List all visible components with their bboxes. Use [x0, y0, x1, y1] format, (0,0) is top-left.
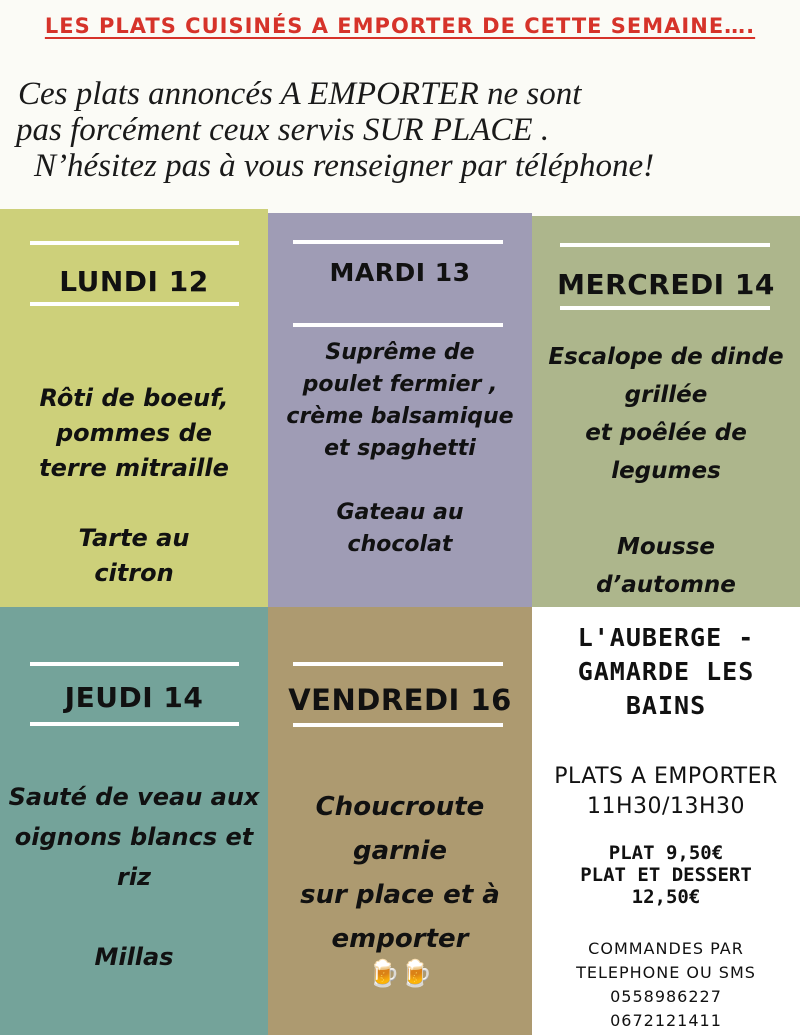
menu-line: et spaghetti [324, 436, 476, 461]
beer-icon: 🍺🍺 [367, 959, 433, 989]
panel-mercredi [532, 216, 800, 607]
intro-line-2: pas forcément ceux servis SUR PLACE . [16, 112, 550, 148]
page-title: LES PLATS CUISINÉS A EMPORTER DE CETTE SEMAINE…. [44, 14, 756, 38]
menu-line: Millas [94, 943, 174, 971]
menu-mercredi [532, 338, 800, 604]
menu-line [268, 465, 532, 497]
takeaway-label: PLATS A EMPORTER [554, 764, 778, 789]
price-plat-dessert-label: PLAT ET DESSERT [580, 864, 752, 886]
menu-line [0, 486, 268, 521]
price-plat: PLAT 9,50€ [608, 842, 724, 864]
menu-line: chocolat [347, 532, 453, 557]
day-title-lundi: LUNDI 12 [59, 265, 209, 298]
menu-line: sur place et à [300, 880, 500, 910]
menu-line: poulet fermier , [302, 372, 498, 397]
rule-bottom [30, 302, 239, 306]
contact-line: TELEPHONE OU SMS [576, 963, 756, 982]
menu-vendredi [268, 785, 532, 961]
menu-line: Choucroute [315, 792, 485, 822]
intro-line-3: N’hésitez pas à vous renseigner par téléphone! [34, 148, 655, 184]
panel-mardi [268, 213, 532, 607]
menu-line: grillée [624, 382, 708, 408]
intro-line-1: Ces plats annoncés A EMPORTER ne sont [18, 76, 582, 112]
price-plat-dessert: 12,50€ [631, 886, 701, 908]
menu-line: Escalope de dinde [548, 344, 784, 370]
rule-top [560, 243, 770, 247]
takeaway-time: 11H30/13H30 [587, 794, 745, 819]
day-title-jeudi: JEUDI 14 [64, 681, 204, 714]
menu-jeudi [0, 777, 268, 977]
menu-line: Rôti de boeuf, [39, 384, 229, 412]
menu-line: terre mitraille [39, 454, 229, 482]
rule-top [293, 662, 503, 666]
takeaway-hours [532, 762, 800, 822]
restaurant-name-line: BAINS [625, 691, 707, 720]
phone-number: 0672121411 [610, 1011, 722, 1030]
rule-bottom [30, 722, 239, 726]
menu-lundi [0, 381, 268, 591]
menu-line: citron [94, 559, 174, 587]
menu-line: riz [116, 863, 152, 891]
rule-top [30, 662, 239, 666]
contact [532, 937, 800, 1033]
panel-info [532, 607, 800, 1035]
menu-line: legumes [611, 458, 721, 484]
restaurant-name [532, 621, 800, 723]
menu-line: Mousse [616, 534, 716, 560]
menu-line: crème balsamique [286, 404, 514, 429]
rule-bottom [560, 306, 770, 310]
menu-line [0, 897, 268, 937]
restaurant-name-line: GAMARDE LES [577, 657, 755, 686]
menu-line: Suprême de [325, 340, 475, 365]
restaurant-name-line: L'AUBERGE - [577, 623, 755, 652]
panel-lundi [0, 209, 268, 607]
panel-vendredi [268, 607, 532, 1035]
menu-line: Gateau au [336, 500, 464, 525]
day-title-mardi: MARDI 13 [329, 258, 471, 287]
contact-line: COMMANDES PAR [588, 939, 744, 958]
day-title-vendredi: VENDREDI 16 [288, 683, 512, 717]
menu-line: Tarte au [78, 524, 190, 552]
rule-top [30, 241, 239, 245]
day-title-mercredi: MERCREDI 14 [557, 268, 775, 301]
menu-line: garnie [352, 836, 448, 866]
menu-line: et poêlée de [585, 420, 747, 446]
panel-jeudi [0, 607, 268, 1035]
rule-bottom [293, 323, 503, 327]
menu-line: d’automne [596, 572, 736, 598]
prices [532, 842, 800, 908]
menu-line: emporter [331, 924, 469, 954]
rule-top [293, 240, 503, 244]
menu-line: oignons blancs et [14, 823, 254, 851]
phone-number: 0558986227 [610, 987, 722, 1006]
rule-bottom [293, 723, 503, 727]
menu-line: pommes de [55, 419, 213, 447]
menu-mardi [268, 337, 532, 561]
menu-line: Sauté de veau aux [8, 783, 260, 811]
menu-line [532, 490, 800, 528]
